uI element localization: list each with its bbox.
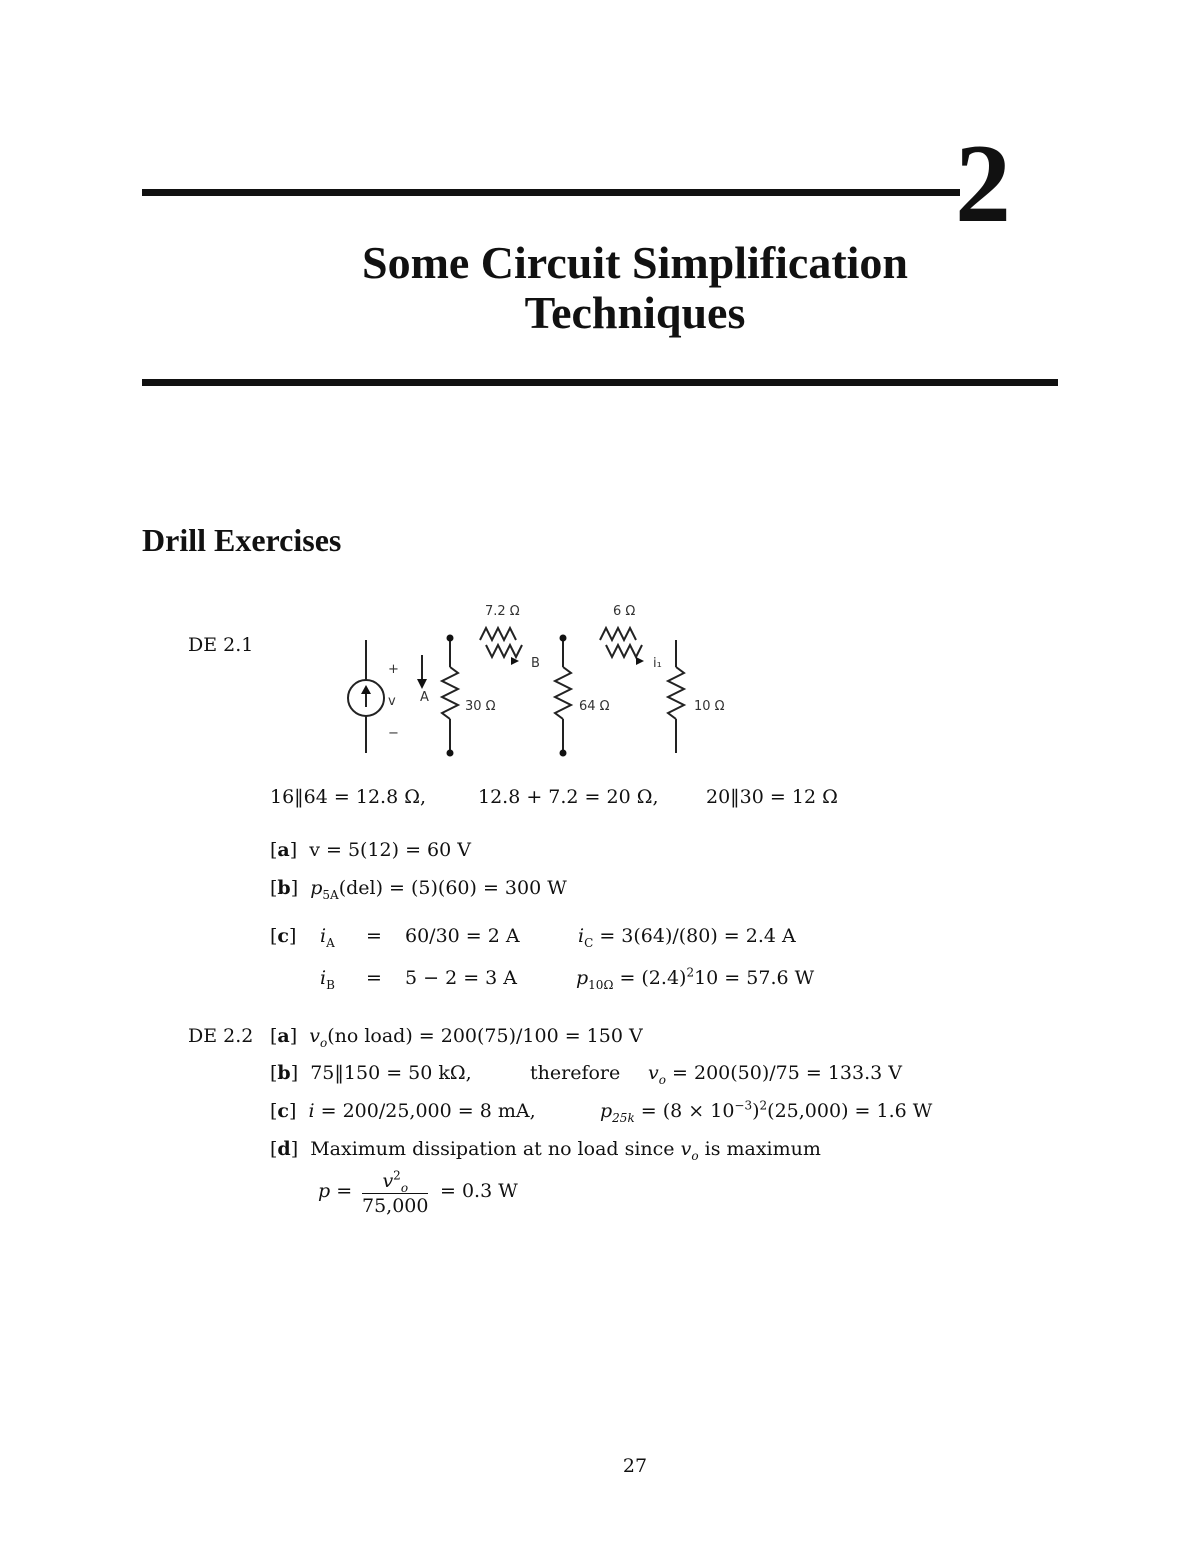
de21-part-c-tag: [c] xyxy=(270,925,297,947)
current-c-arrow-icon xyxy=(636,657,644,665)
de21-part-c-ib-rhs: 5 − 2 = 3 A xyxy=(405,967,518,989)
de22-part-b: [b] 75‖150 = 50 kΩ, xyxy=(270,1062,472,1084)
de22-part-d-p: p = xyxy=(318,1180,353,1202)
fraction-numerator: $v^2_o$ xyxy=(362,1170,428,1194)
page-number: 27 xyxy=(622,1455,648,1477)
label-source-minus: − xyxy=(388,726,399,741)
de22-part-c-power: $p_{25k} = (8 \times 10^{-3})^2(25,000) = 1.6$ W xyxy=(600,1098,933,1125)
label-current-c: i₁ xyxy=(653,656,662,671)
de22-part-d-result: = 0.3 W xyxy=(440,1180,518,1202)
source-arrow-icon xyxy=(361,685,371,694)
label-30-ohm: 30 Ω xyxy=(465,699,496,714)
de21-part-a: [a] v = 5(12) = 60 V xyxy=(270,839,471,861)
chapter-title-line2: Techniques xyxy=(524,287,746,338)
de22-label: DE 2.2 xyxy=(188,1025,254,1047)
de21-part-c-p10: $p_{10\Omega} = (2.4)^210 = 57.6$ W xyxy=(576,965,815,992)
resistor-10-icon xyxy=(668,667,684,719)
label-10-ohm: 10 Ω xyxy=(694,699,725,714)
de21-part-c-ia-rhs: 60/30 = 2 A xyxy=(405,925,520,947)
label-6-ohm: 6 Ω xyxy=(613,604,636,619)
de21-equivalent-2: 12.8 + 7.2 = 20 Ω, xyxy=(478,786,659,808)
label-current-b: B xyxy=(531,656,540,671)
de22-part-b-therefore: therefore xyxy=(530,1062,621,1084)
de22-part-d: [d] Maximum dissipation at no load since $v_o$ is maximum xyxy=(270,1138,821,1163)
de21-label: DE 2.1 xyxy=(188,634,254,656)
de21-equivalent-3: 20‖30 = 12 Ω xyxy=(706,786,838,808)
de21-part-c-ia: $i_A$ xyxy=(320,925,335,950)
label-7-2-ohm: 7.2 Ω xyxy=(485,604,520,619)
label-source-plus: + xyxy=(388,662,399,677)
de22-part-c: [c] i = 200/25,000 = 8 mA, xyxy=(270,1100,536,1122)
de21-circuit-diagram xyxy=(330,595,750,765)
chapter-title xyxy=(0,238,1200,338)
de21-part-c-ic: $i_C = 3(64)/(80) = 2.4$ A xyxy=(578,925,796,950)
chapter-bottom-rule xyxy=(142,379,1058,386)
de22-part-a: [a] $v_o(no$ load) = 200(75)/100 = 150 V xyxy=(270,1025,643,1050)
de21-part-c-eq2: = xyxy=(366,967,382,989)
resistor-6-icon xyxy=(600,628,636,640)
resistor-7-2-icon xyxy=(480,628,516,640)
chapter-top-rule xyxy=(142,189,960,196)
de21-part-b: [b] $p_{5A}(del) = (5)(60) = 300$ W xyxy=(270,877,567,902)
chapter-number: 2 xyxy=(955,122,1011,246)
de22-part-d-fraction xyxy=(362,1170,428,1217)
resistor-64-icon xyxy=(555,667,571,719)
fraction-denominator: 75,000 xyxy=(362,1195,429,1217)
current-b-arrow-icon xyxy=(511,657,519,665)
resistor-30-icon xyxy=(442,667,458,719)
de21-part-c-ib: $i_B$ xyxy=(320,967,335,992)
label-current-a: A xyxy=(420,690,429,705)
de21-equivalent-1: 16‖64 = 12.8 Ω, xyxy=(270,786,426,808)
chapter-title-line1: Some Circuit Simplification xyxy=(361,237,909,288)
section-heading: Drill Exercises xyxy=(142,522,342,558)
label-source-v: v xyxy=(388,694,396,709)
current-a-arrow-icon xyxy=(417,679,427,689)
label-64-ohm: 64 Ω xyxy=(579,699,610,714)
de21-part-c-eq1: = xyxy=(366,925,382,947)
de22-part-b-result: $v_o = 200(50)/75 = 133.3$ V xyxy=(648,1062,902,1087)
